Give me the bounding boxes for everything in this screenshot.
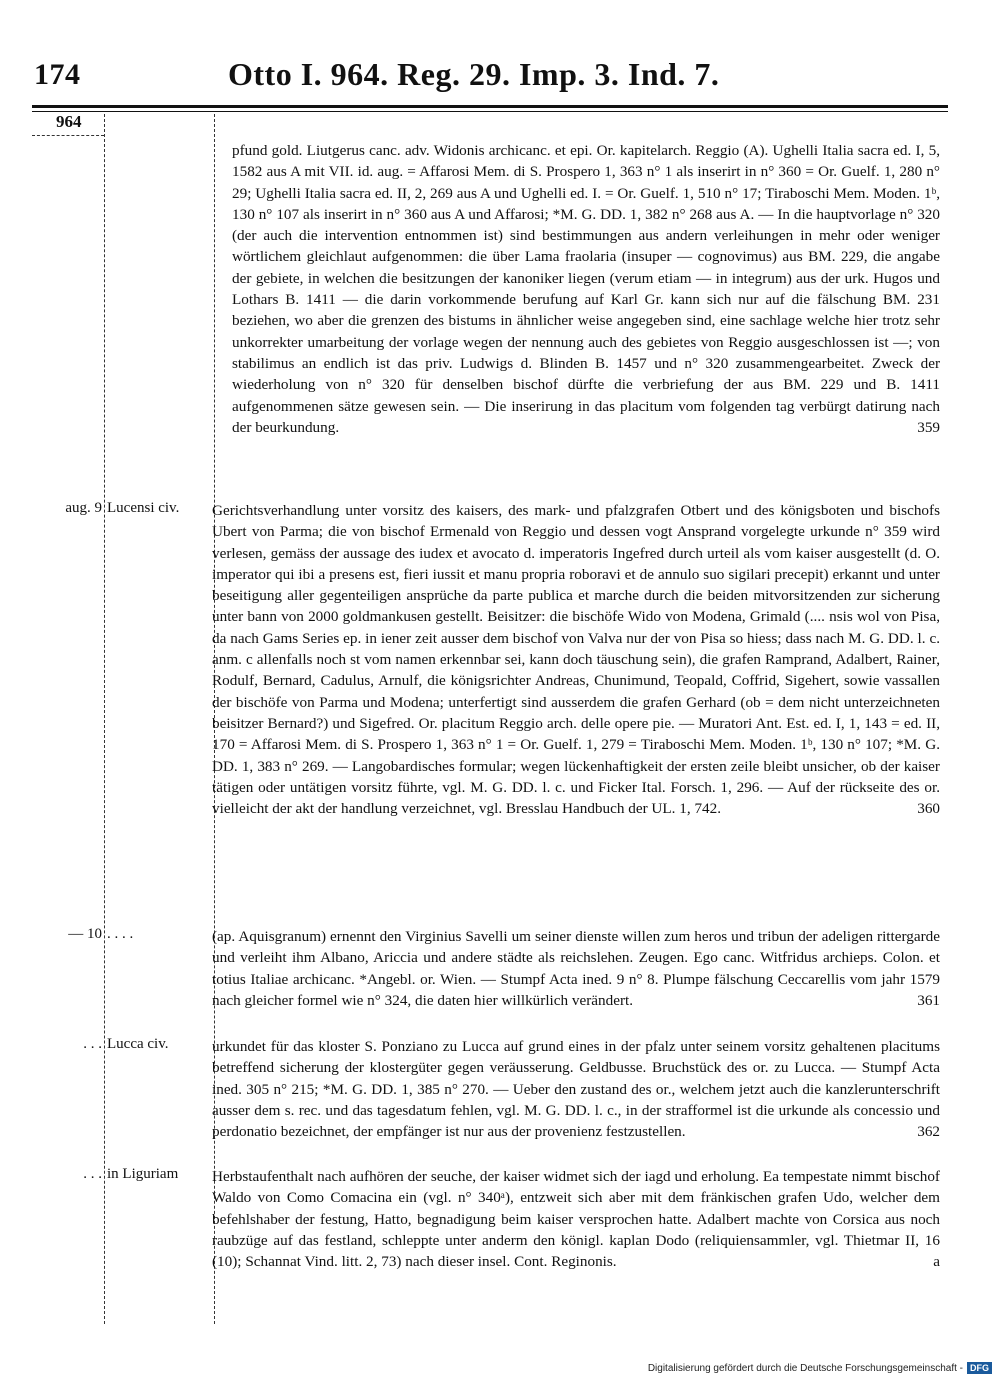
entry-date: — 10 (68, 926, 102, 942)
header-rule (32, 105, 948, 108)
entry-text-block (212, 1036, 940, 1142)
entry-text: pfund gold. Liutgerus canc. adv. Widonis archicanc. et epi. Or. kapitelarch. Reggio (A). Ughelli Italia sacra ed. I, 5, 1582 aus A mit VII. id. aug. = Affarosi Mem. di S. Prospero 1, 363 n° 1 als inserirt in n° 360 = Or. Guelf. 1, 280 n° 29; Ughelli Italia sacra ed. II, 2, 269 aus A und Ughelli ed. I. = Or. Guelf. 1, 510 n° 17; Tiraboschi Mem. Moden. 1ᵇ, 130 n° 107 als inserirt in n° 360 aus A und Affarosi; *M. G. DD. 1, 382 n° 268 aus A. — In die hauptvorlage n° 320 (der auch die intervention entnommen ist) sind bestimmungen aus andern verleihungen in mehr oder weniger wörtlichem gleichlaut aufgenommen: die über Lama fraolaria (insuper — cognovimus) aus BM. 229, die angabe der gebiete, in welchen die besitzungen der kanoniker liegen (verum etiam — in integrum) aus der urk. Hugos und Lothars B. 1411 — die darin vorkommende berufung auf Karl Gr. kann sich nur auf die fälschung BM. 231 beziehen, wo aber die grenzen des bistums in ähnlicher weise angegeben sind, eine sachlage welche hier trotz sehr unkorrekter umarbeitung der vorlage wegen der nennung auch des gebietes von Reggio ausgeschlossen ist —; von stabilimus an endlich ist das priv. Ludwigs d. Blinden B. 1457 und n° 320 zusammengearbeitet. Zweck der wiederholung von n° 320 für denselben bischof dürfte die verbriefung der aus BM. 229 und B. 1411 aufgenommenen sätze gewesen sein. — Die inserirung in das placitum vom folgenden tag verbürgt datirung nach der beurkundung. (232, 142, 940, 436)
entry-place: Lucca civ. (107, 1036, 169, 1052)
footer-text: Digitalisierung gefördert durch die Deutsche Forschungsgemeinschaft - (647, 1362, 963, 1374)
entry-date: . . . (83, 1166, 102, 1182)
entry-place: in Liguriam (107, 1166, 179, 1182)
header-rule-thin (32, 111, 948, 112)
entry-text: (ap. Aquisgranum) ernennt den Virginius Savelli um seiner dienste willen zum heros und tribun der adeligen rittergarde und verleiht ihm Albano, Ariccia und andere städte als reichslehen. Zeugen. Ego canc. Witfridus archieps. Colon. et totius Italiae archicanc. *Angebl. or. Wien. — Stumpf Acta ined. 9 n° 8. Plumpe fälschung Ceccarellis vom jahr 1579 nach gleicher formel wie n° 324, die daten hier willkürlich verändert. (212, 928, 940, 1009)
entry-date: aug. 9 (65, 500, 102, 516)
entry-text-block (212, 926, 940, 1011)
entry-text-block (232, 140, 940, 438)
entry-text: Herbstaufenthalt nach aufhören der seuche, der kaiser widmet sich der iagd und erholung. Ea tempestate nimmt bischof Waldo von Como Comacina ein (vgl. n° 340ᵃ), entzweit sich aber mit dem fränkischen grafen Udo, welcher dem befehlshaber der festung, Hatto, begnadigung beim kaiser versprochen hatte. Adalbert machte von Corsica aus noch raubzüge auf das festland, schleppte unter anderm den königl. kaplan Dodo (reliquiensammler, vgl. Thietmar II, 16 (10); Schannat Vind. litt. 2, 73) nach dieser insel. Cont. Reginonis. (212, 1168, 940, 1271)
entry-date: . . . (83, 1036, 102, 1052)
column-rule-1 (104, 114, 105, 1324)
digitization-footer (648, 1362, 992, 1374)
entry-number: 359 (917, 418, 940, 436)
entry-place: . . . . (107, 926, 134, 942)
entry-number: 360 (917, 800, 940, 818)
entry-number: 361 (917, 991, 940, 1009)
year-tag: 964 (56, 112, 82, 131)
entry-text: Gerichtsverhandlung unter vorsitz des kaisers, des mark- und pfalzgrafen Otbert und des königsboten und bischofs Ubert von Parma; die von bischof Ermenald von Reggio und dessen vogt Ansprand vorgelegte urkunde n° 359 wird verlesen, gemäss der aussage des iudex et avocato d. imperatoris Ingefred durch urteil als vom kaiser ausgestellt (d. O. imperator qui ibi a presens est, fieri iussit et manu propria roboravi et de annulo suo sigilari precepit) erkannt und unter beseitigung aller gegenteiligen ansprüche da parte publica et marche durch die beiden mitvorsitzenden zur sicherung unter bann von 2000 goldmankusen gestellt. Beisitzer: die bischöfe Wido von Modena, Grimald (.... nsis wol von Pisa, da nach Gams Series ep. in iener zeit ausser dem bischof von Valva nur der von Pisa so hiess; dass nach M. G. DD. l. c. anm. c allenfalls noch st vom namen erkennbar sei, kann doch täuschung sein), die grafen Ramprand, Adalbert, Rainer, Rodulf, Bernard, Cadulus, Arnulf, die königsrichter Andreas, Chunimund, Teopald, Coffrid, Sigehert, sowie vassallen der bischöfe von Parma und Modena; unterfertigt sind ausserdem die grafen Gerhard (ob = dem nicht unterzeichneten beisitzer Bernard?) und Sigefred. Or. placitum Reggio arch. delle opere pie. — Muratori Ant. Est. ed. I, 1, 143 = ed. II, 170 = Affarosi Mem. di S. Prospero 1, 363 n° 1 = Or. Guelf. 1, 279 = Tiraboschi Mem. Moden. 1ᵇ, 130 n° 107; *M. G. DD. 1, 383 n° 269. — Langobardisches formular; wegen lückenhaftigkeit der ersten zeile bleibt unsicher, ob der kaiser tätigen oder untätigen vorsitz führte, vgl. M. G. DD. l. c. und Ficker Ital. Forsch. 1, 296. — Auf der rückseite des or. vielleicht der akt der handlung verzeichnet, vgl. Bresslau Handbuch der UL. 1, 742. (212, 502, 940, 818)
entry-text-block (212, 500, 940, 819)
entry-number: a (933, 1253, 940, 1271)
date-column-rule (32, 135, 104, 137)
running-title: Otto I. 964. Reg. 29. Imp. 3. Ind. 7. (228, 56, 720, 92)
entry-place: Lucensi civ. (107, 500, 180, 516)
dfg-logo-icon: DFG (967, 1362, 992, 1374)
page-number: 174 (34, 58, 81, 91)
entry-text-block (212, 1166, 940, 1272)
entry-number: 362 (917, 1123, 940, 1141)
entry-text: urkundet für das kloster S. Ponziano zu Lucca auf grund eines in der pfalz unter seinem vorsitz gehaltenen placitums betreffend sicherung der klostergüter gegen veräusserung. Geldbusse. Bruchstück des or. zu Lucca. — Stumpf Acta ined. 305 n° 215; *M. G. DD. 1, 385 n° 270. — Ueber den zustand des or., welchem jetzt auch die kanzlerunterschrift ausser dem s. rec. und das tagesdatum fehlen, vgl. M. G. DD. l. c., in der strafformel ist die urkunde als concessio und perdonatio bezeichnet, der empfänger ist nur aus der provenienz festzustellen. (212, 1038, 940, 1141)
